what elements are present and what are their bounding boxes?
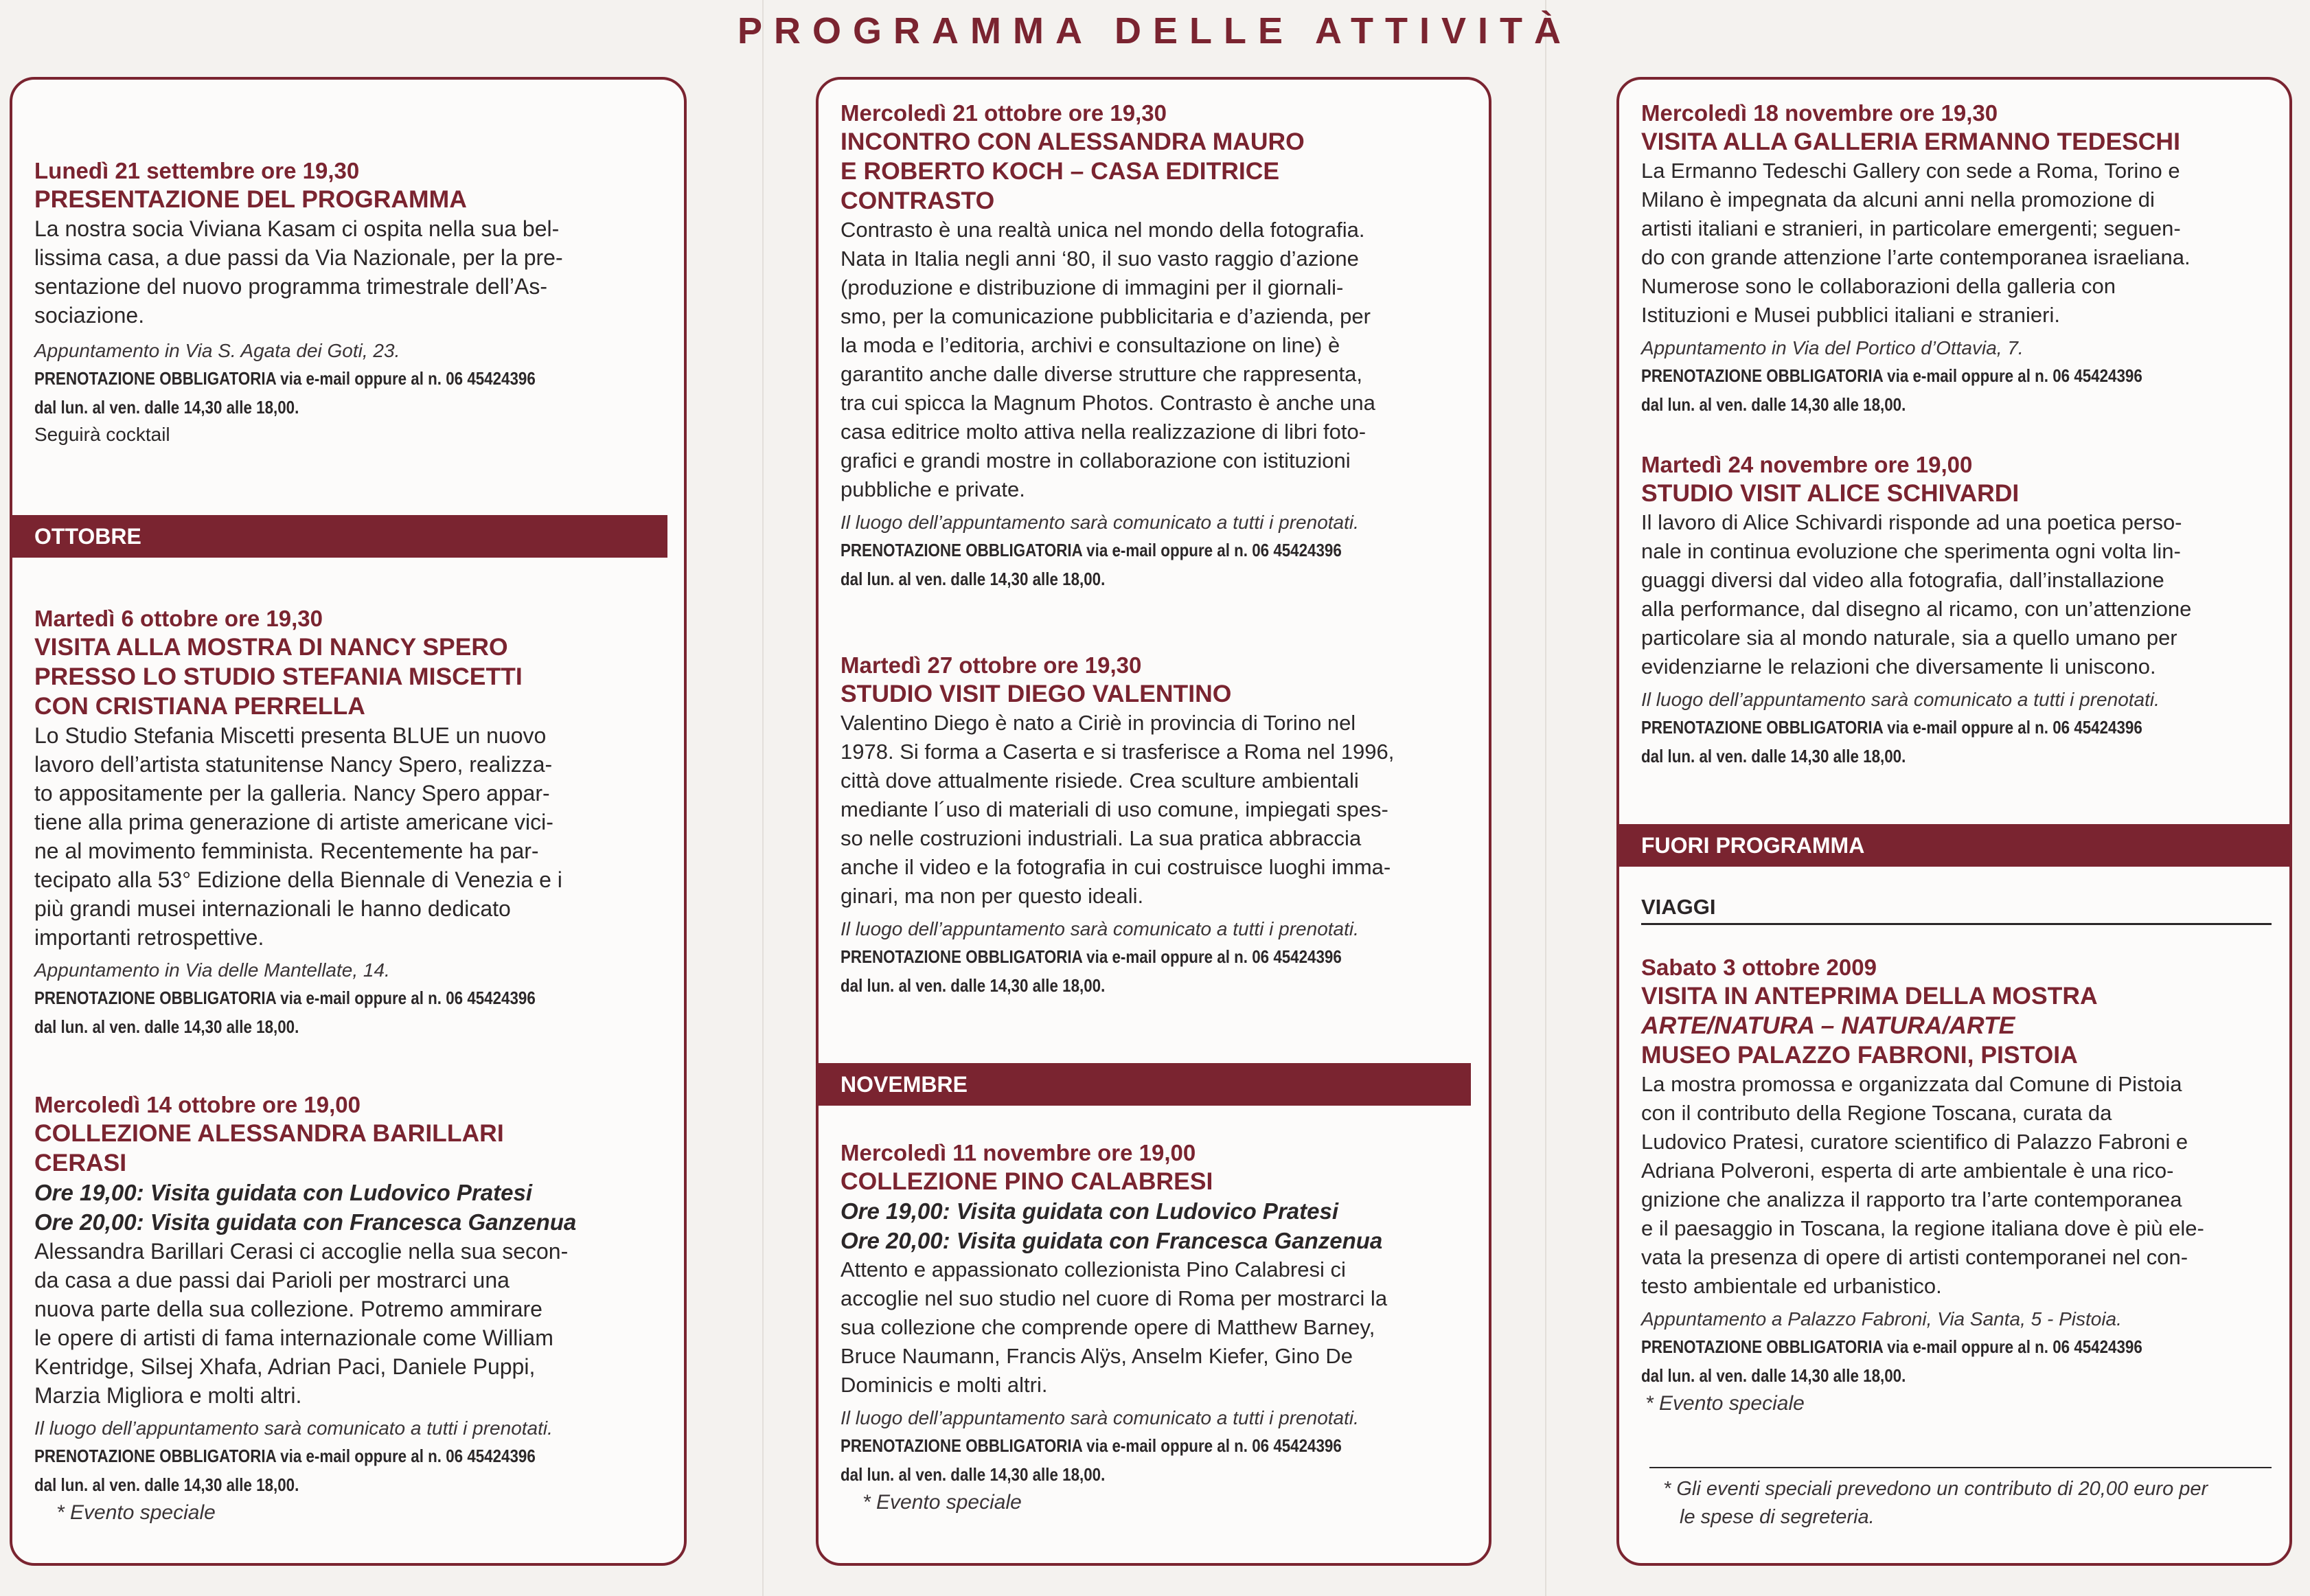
event-date: Lunedì 21 settembre ore 19,30 (34, 158, 360, 183)
event-title: COLLEZIONE PINO CALABRESI (840, 1167, 1213, 1195)
event-guided-tour-2: Ore 20,00: Visita guidata con Francesca Ganzenua (840, 1228, 1383, 1253)
event-title: STUDIO VISIT DIEGO VALENTINO (840, 680, 1232, 707)
event-guided-tour-2: Ore 20,00: Visita guidata con Francesca Ganzenua (34, 1209, 577, 1235)
event-appointment: Appuntamento in Via delle Mantellate, 14. (34, 959, 390, 981)
event-pino-calabresi (840, 1139, 1467, 1516)
event-appointment: Il luogo dell’appuntamento sarà comunicato a tutti i prenotati. (1641, 689, 2160, 710)
event-guided-tour-1: Ore 19,00: Visita guidata con Ludovico Pratesi (34, 1180, 533, 1205)
event-description: Attento e appassionato collezionista Pino Calabresi ci accoglie nel suo studio nel cuore di Roma per mostrarci la sua collezione che comprende opere di Matthew Barney, Bruce Naumann, Francis Alÿs, Anselm Kiefer, Gino De Dominicis e molti altri. (840, 1257, 1388, 1397)
event-booking: PRENOTAZIONE OBBLIGATORIA via e-mail oppure al n. 06 45424396 (840, 946, 1342, 967)
event-title: PRESENTAZIONE DEL PROGRAMMA (34, 185, 467, 213)
event-alice-schivardi (1641, 451, 2267, 771)
event-date: Martedì 27 ottobre ore 19,30 (840, 652, 1142, 678)
event-palazzo-fabroni (1641, 953, 2267, 1417)
event-description: Il lavoro di Alice Schivardi risponde ad una poetica perso- nale in continua evoluzione che sperimenta ogni volta lin- guaggi diversi dal video alla fotografia, dall’installazione alla performance, dal disegno al ricamo, con un’attenzione particolare sia al mondo naturale, sia a quello umano per evidenziarne le relazioni che diversamente li uniscono. (1641, 510, 2192, 679)
page-fold-right (1545, 0, 1546, 1596)
event-description: La nostra socia Viviana Kasam ci ospita nella sua bel- lissima casa, a due passi da Via Nazionale, per la pre- sentazione del nuovo programma trimestrale dell’As- sociazione. (34, 216, 563, 328)
event-booking-hours: dal lun. al ven. dalle 14,30 alle 18,00. (840, 569, 1106, 589)
event-appointment: Appuntamento a Palazzo Fabroni, Via Santa, 5 - Pistoia. (1641, 1308, 2122, 1330)
event-special-mark: * Evento speciale (56, 1501, 216, 1524)
section-band-novembre: NOVEMBRE (819, 1063, 1471, 1106)
column-2 (816, 77, 1491, 1566)
special-events-note: * Gli eventi speciali prevedono un contributo di 20,00 euro per le spese di segreteria. (1649, 1467, 2272, 1531)
event-nancy-spero (34, 604, 662, 1041)
event-booking: PRENOTAZIONE OBBLIGATORIA via e-mail oppure al n. 06 45424396 (1641, 365, 2142, 386)
column-3 (1616, 77, 2292, 1566)
event-booking-hours: dal lun. al ven. dalle 14,30 alle 18,00. (34, 397, 299, 418)
event-special-mark: * Evento speciale (862, 1491, 1022, 1514)
event-booking: PRENOTAZIONE OBBLIGATORIA via e-mail oppure al n. 06 45424396 (34, 988, 536, 1008)
event-booking-hours: dal lun. al ven. dalle 14,30 alle 18,00. (1641, 394, 1906, 415)
event-title: VISITA ALLA GALLERIA ERMANNO TEDESCHI (1641, 128, 2180, 155)
event-title: INCONTRO CON ALESSANDRA MAURO E ROBERTO KOCH – CASA EDITRICE CONTRASTO (840, 128, 1305, 214)
event-booking-hours: dal lun. al ven. dalle 14,30 alle 18,00. (1641, 1365, 1906, 1386)
event-title: VISITA ALLA MOSTRA DI NANCY SPERO PRESSO LO STUDIO STEFANIA MISCETTI CON CRISTIANA PERRELLA (34, 633, 523, 720)
event-appointment: Il luogo dell’appuntamento sarà comunicato a tutti i prenotati. (840, 512, 1359, 533)
event-booking-hours: dal lun. al ven. dalle 14,30 alle 18,00. (34, 1016, 299, 1037)
section-band-fuori-programma: FUORI PROGRAMMA (1619, 824, 2292, 867)
section-band-ottobre: OTTOBRE (12, 515, 667, 558)
subsection-viaggi: VIAGGI (1641, 891, 2272, 925)
event-description: Lo Studio Stefania Miscetti presenta BLUE un nuovo lavoro dell’artista statunitense Nancy Spero, realizza- to appositamente per la galleria. Nancy Spero appar- tiene alla prima generazione di artiste americane vici- ne al movimento femminista. Recentemente ha par- tecipato alla 53° Edizione della Biennale di Venezia e i più grandi musei internazionali le hanno dedicato importanti retrospettive. (34, 723, 562, 950)
page-title: PROGRAMMA DELLE ATTIVITÀ (737, 10, 1573, 52)
event-booking: PRENOTAZIONE OBBLIGATORIA via e-mail oppure al n. 06 45424396 (34, 1446, 536, 1466)
event-guided-tour-1: Ore 19,00: Visita guidata con Ludovico Pratesi (840, 1198, 1339, 1224)
event-ermanno-tedeschi (1641, 99, 2267, 419)
event-date: Martedì 24 novembre ore 19,00 (1641, 452, 1973, 477)
event-date: Martedì 6 ottobre ore 19,30 (34, 606, 323, 631)
event-diego-valentino (840, 651, 1467, 1000)
page-fold-left (762, 0, 764, 1596)
event-title: VISITA IN ANTEPRIMA DELLA MOSTRA ARTE/NATURA – NATURA/ARTE MUSEO PALAZZO FABRONI, PISTOIA (1641, 982, 2098, 1069)
event-booking-hours: dal lun. al ven. dalle 14,30 alle 18,00. (1641, 746, 1906, 766)
event-description: Valentino Diego è nato a Ciriè in provincia di Torino nel 1978. Si forma a Caserta e si trasferisce a Roma nel 1996, città dove attualmente risiede. Crea sculture ambientali mediante l´uso di materiali di uso comune, impiegati spes- so nelle costruzioni industriali. La sua pratica abbraccia anche il video e la fotografia in cui costruisce luoghi imma- ginari, ma non per questo ideali. (840, 711, 1395, 908)
event-appointment: Appuntamento in Via S. Agata dei Goti, 23. (34, 340, 400, 361)
event-description: Contrasto è una realtà unica nel mondo della fotografia. Nata in Italia negli anni ‘80, il suo vasto raggio d’azione (produzione e distribuzione di immagini per il giornali- smo, per la comunicazione pubblicitaria e d’azienda, per la moda e l’editoria, archivi e consultazione on line) è garantito anche dalle diverse strutture che rappresenta, tra cui spicca la Magnum Photos. Contrasto è anche una casa editrice molto attiva nella realizzazione di libri foto- grafici e grandi mostre in collaborazione con istituzioni pubbliche e private. (840, 218, 1375, 501)
event-appointment: Il luogo dell’appuntamento sarà comunicato a tutti i prenotati. (840, 1407, 1359, 1428)
event-booking: PRENOTAZIONE OBBLIGATORIA via e-mail oppure al n. 06 45424396 (840, 1435, 1342, 1456)
event-booking-hours: dal lun. al ven. dalle 14,30 alle 18,00. (34, 1474, 299, 1495)
event-description: La Ermanno Tedeschi Gallery con sede a Roma, Torino e Milano è impegnata da alcuni anni nella promozione di artisti italiani e stranieri, in particolare emergenti; seguen- do con grande attenzione l’arte contemporanea israeliana. Numerose sono le collaborazioni della galleria con Istituzioni e Musei pubblici italiani e stranieri. (1641, 159, 2191, 327)
event-appointment: Il luogo dell’appuntamento sarà comunicato a tutti i prenotati. (34, 1417, 553, 1439)
event-title: COLLEZIONE ALESSANDRA BARILLARI CERASI (34, 1119, 504, 1176)
column-1 (10, 77, 687, 1566)
event-date: Mercoledì 14 ottobre ore 19,00 (34, 1092, 361, 1117)
event-booking: PRENOTAZIONE OBBLIGATORIA via e-mail oppure al n. 06 45424396 (840, 540, 1342, 560)
event-contrasto (840, 99, 1467, 593)
event-appointment: Appuntamento in Via del Portico d’Ottavia, 7. (1641, 337, 2024, 358)
event-appointment: Il luogo dell’appuntamento sarà comunicato a tutti i prenotati. (840, 918, 1359, 939)
event-date: Mercoledì 11 novembre ore 19,00 (840, 1140, 1196, 1165)
event-booking: PRENOTAZIONE OBBLIGATORIA via e-mail oppure al n. 06 45424396 (1641, 717, 2142, 738)
event-booking: PRENOTAZIONE OBBLIGATORIA via e-mail oppure al n. 06 45424396 (1641, 1336, 2142, 1357)
event-extra: Seguirà cocktail (34, 424, 170, 445)
event-barillari-cerasi (34, 1091, 662, 1527)
event-presentazione (34, 157, 662, 448)
event-date: Mercoledì 21 ottobre ore 19,30 (840, 100, 1167, 126)
event-special-mark: * Evento speciale (1645, 1392, 1805, 1415)
event-booking-hours: dal lun. al ven. dalle 14,30 alle 18,00. (840, 975, 1106, 996)
event-booking-hours: dal lun. al ven. dalle 14,30 alle 18,00. (840, 1464, 1106, 1485)
event-description: La mostra promossa e organizzata dal Comune di Pistoia con il contributo della Regione Toscana, curata da Ludovico Pratesi, curatore scientifico di Palazzo Fabroni e Adriana Polveroni, esperta di arte ambientale è una rico- gnizione che analizza il rapporto tra l’arte contemporanea e il paesaggio in Toscana, la regione italiana dove è più ele- vata la presenza di opere di artisti contemporanei nel con- testo ambientale ed urbanistico. (1641, 1072, 2204, 1298)
event-date: Mercoledì 18 novembre ore 19,30 (1641, 100, 1998, 126)
event-title: STUDIO VISIT ALICE SCHIVARDI (1641, 479, 2020, 507)
event-date: Sabato 3 ottobre 2009 (1641, 955, 1877, 980)
event-description: Alessandra Barillari Cerasi ci accoglie nella sua secon- da casa a due passi dai Parioli per mostrarci una nuova parte della sua collezione. Potremo ammirare le opere di artisti di fama internazionale come William Kentridge, Silsej Xhafa, Adrian Paci, Daniele Puppi, Marzia Migliora e molti altri. (34, 1239, 569, 1408)
event-booking: PRENOTAZIONE OBBLIGATORIA via e-mail oppure al n. 06 45424396 (34, 368, 536, 389)
